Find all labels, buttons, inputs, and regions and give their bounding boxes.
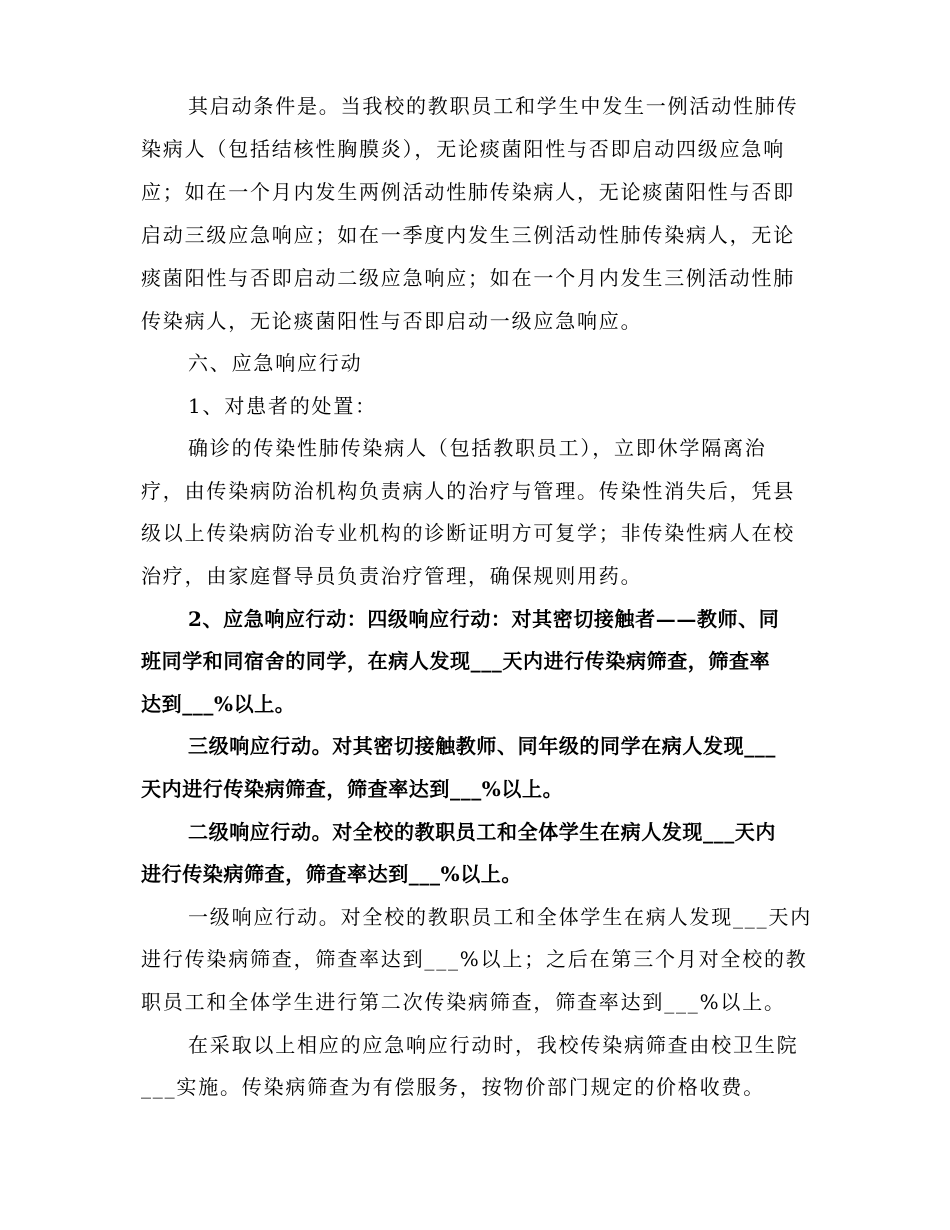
paragraph-line: 应；如在一个月内发生两例活动性肺传染病人，无论痰菌阳性与否即 xyxy=(141,180,795,204)
paragraph-line: 痰菌阳性与否即启动二级应急响应；如在一个月内发生三例活动性肺 xyxy=(141,266,795,290)
bold-paragraph-line: 班同学和同宿舍的同学，在病人发现___天内进行传染病筛查，筛查率 xyxy=(141,649,771,673)
paragraph-line: 启动三级应急响应；如在一季度内发生三例活动性肺传染病人，无论 xyxy=(141,223,795,247)
paragraph-line: 传染病人，无论痰菌阳性与否即启动一级应急响应。 xyxy=(141,309,643,333)
paragraph-line: 染病人（包括结核性胸膜炎），无论痰菌阳性与否即启动四级应急响 xyxy=(141,137,785,161)
paragraph-line: 治疗，由家庭督导员负责治疗管理，确保规则用药。 xyxy=(141,564,643,588)
paragraph-line: 级以上传染病防治专业机构的诊断证明方可复学；非传染性病人在校 xyxy=(141,521,795,545)
paragraph-line: ___实施。传染病筛查为有偿服务，按物价部门规定的价格收费。 xyxy=(141,1075,765,1099)
bold-paragraph-line: 二级响应行动。对全校的教职员工和全体学生在病人发现___天内 xyxy=(188,820,776,844)
bold-paragraph-line: 2、应急响应行动：四级响应行动：对其密切接触者——教师、同 xyxy=(188,607,780,631)
subsection-heading: 1、对患者的处置： xyxy=(188,394,377,418)
bold-paragraph-line: 三级响应行动。对其密切接触教师、同年级的同学在病人发现___ xyxy=(188,734,776,758)
paragraph-line: 进行传染病筛查，筛查率达到___%以上；之后在第三个月对全校的教 xyxy=(141,947,808,971)
paragraph-line: 疗，由传染病防治机构负责病人的治疗与管理。传染性消失后，凭县 xyxy=(141,479,795,503)
bold-paragraph-line: 进行传染病筛查，筛查率达到___%以上。 xyxy=(141,862,523,886)
bold-paragraph-line: 达到___%以上。 xyxy=(141,692,296,716)
paragraph-line: 其启动条件是。当我校的教职员工和学生中发生一例活动性肺传 xyxy=(188,94,799,118)
bold-paragraph-line: 天内进行传染病筛查，筛查率达到___%以上。 xyxy=(141,777,564,801)
paragraph-line: 职员工和全体学生进行第二次传染病筛查，筛查率达到___%以上。 xyxy=(141,990,786,1014)
section-heading: 六、应急响应行动 xyxy=(188,351,363,375)
paragraph-line: 确诊的传染性肺传染病人（包括教职员工），立即休学隔离治 xyxy=(188,436,767,460)
paragraph-line: 一级响应行动。对全校的教职员工和全体学生在病人发现___天内 xyxy=(188,905,812,929)
paragraph-line: 在采取以上相应的应急响应行动时，我校传染病筛查由校卫生院 xyxy=(188,1033,799,1057)
